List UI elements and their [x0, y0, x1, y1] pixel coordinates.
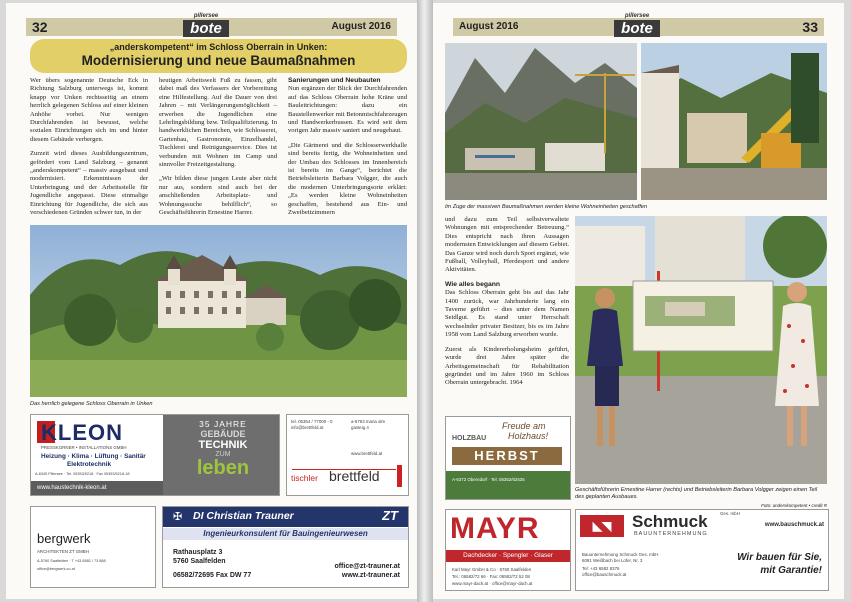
schmuck-web[interactable]: www.bauschmuck.at [764, 522, 824, 528]
ad-tischler-brettfeld[interactable]: tel. 05354 / 77000 - 0 info@brettfeld.at a-6763 maria alm gasteig 4 www.brettfeld.at tischler brettfeld [286, 414, 409, 496]
article-column-2 [159, 77, 277, 224]
paragraph: Zurzeit wird dieses Ausbildungszentrum, gefördert vom Land Salzburg – genannt „anderskompetent“ – massiv ausgebaut und modernisiert. Erkenntnissen der Unterbringung und der Arbeitsstelle für Jugendliche angepasst. Diese einmalige Einrichtung für Jugendliche, die sich aus verschiedenen Gründen schwer tun, in der [30, 150, 148, 217]
section-heading: Sanierungen und Neubauten [288, 77, 381, 84]
page-header-bar [453, 13, 824, 37]
paragraph: heutigen Arbeitswelt Fuß zu fassen, gibt dabei maß des Verfassers der Vorbereitung eine Hilfestellung. Auf die Dauer von drei Jahren – mit Verlängerungsmöglichkeit – erwerben die Jugendlichen eine Lehrlingsbildung bzw. Teilqualifizierung. In handwerklichen Bereichen, wie Schlosserei, Gartenbau, Gastronomie, Einzelhandel, Tischlerei und Reinigungsservice. Dies ist verbunden mit Wohnen im Camp und sinnvoller Freizeitgestaltung. [159, 77, 277, 169]
page-number: 32 [32, 19, 48, 35]
article-column-3 [288, 77, 407, 224]
ad-holzbau-herbst[interactable]: Freude am Holzhaus! HOLZBAU HERBST A-6372 Oberndorf · Tel. 05352/62535 [445, 416, 571, 500]
article-kicker: „anderskompetent“ im Schloss Oberrain in Unken: [109, 42, 328, 52]
photo-caption: Im Zuge der massiven Baumaßnahmen werden kleine Wohneinheiten geschaffen [445, 204, 648, 210]
kleon-name: KLEON [41, 420, 123, 445]
ad-mayr[interactable]: MAYR Dachdecker · Spengler · Glaser Karl Mayr GmbH & Co · 5760 Saalfelden Tel.: 06582/72 66 · Fax: 06582/72 52 08 www.mayr-dach.at · office@mayr-dach.at [445, 509, 571, 591]
ad-trauner[interactable]: DI Christian Trauner ZT ✠ Ingenieurkonsulent für Bauingenieurwesen Rathausplatz 3 5760 Saalfelden 06582/72695 Fax DW 77 office@zt-trauner.at www.zt-trauner.at [162, 506, 409, 588]
ad-kleon[interactable]: KLEON PRESSKORNER • INSTALLATIONS GMBH Heizung · Klima · Lüftung · Sanitär Elektrotechnik A-6345 Pillersee · Tel. 05353/5218 · Fax 05353/5218-18 www.haustechnik-kleon.at 35 JAHRE GEBÄUDE TECHNIK ZUM leben [30, 414, 280, 496]
schmuck-name: Schmuck [632, 512, 708, 531]
paragraph: und dazu zum Teil selbstverwaltete Wohnungen mit entsprechender Betreuung.“ Dies entspricht nach ihren Aussagen modernsten Entwicklungen auf diesem Gebiet. Das Ganze wird noch durch Sport ergänzt, wie Fußball, Volleyball, Pferdesport und andere Aktivitäten. [445, 216, 569, 274]
article-headline: Modernisierung und neue Baumaßnahmen [81, 53, 356, 68]
photo-caption: Geschäftsführerin Ernestine Harrer (rechts) und Betriebsleiterin Barbara Volgger zeigen einen Teil des geplanten Ausbaues. [575, 487, 818, 500]
paragraph: Zuerst als Kindererholungsheim geführt, wurde drei Jahre später die Arbeitsgemeinschaft für Rehabilitation gegründet und im Jahre 1960 im Schloss Oberrain untergebracht. 1964 [445, 345, 569, 387]
schmuck-logo-icon: ◣◥ [580, 515, 624, 537]
article-column-1 [30, 77, 148, 224]
ad-bergwerk[interactable]: bergwerk ARCHITEKTEN ZT GMBH A-5760 Saalfelden · T +43 6582 / 73 888 office@bergwerk.co.at [30, 506, 156, 588]
kleon-web-link[interactable]: www.haustechnik-kleon.at [31, 481, 163, 495]
magazine-logo: pillersee bote [176, 13, 236, 38]
photo-credit: Foto: anderskompetent • credit R [761, 503, 827, 508]
issue-date: August 2016 [331, 21, 391, 32]
paragraph: Wer übers sogenannte Deutsche Eck in Richtung Salzburg unterwegs ist, kommt knapp vor Unken rechtsseitig an einem herrlich gelegenen Schloss auf einer kleinen Anhöhe vorbei. Nur wenigen Durchfahrenden ist bewusst, welche sozialen Einrichtungen sich im und hinter diesem Gebäude verbergen. [30, 77, 148, 143]
eagle-icon: ✠ [173, 511, 183, 523]
article-title-box [30, 39, 407, 73]
people-with-plan-photo [575, 216, 827, 484]
right-page [433, 3, 844, 599]
mayr-name: MAYR [450, 512, 540, 545]
ad-schmuck[interactable]: ◣◥ Schmuck Ges. mbH BAUUNTERNEHMUNG www.bauschmuck.at Bauunternehmung Schmuck Ges. mbH 6091 Weißbach bei Lofer, Nr. 3 Tel: +43 6582 8376 office@bauschmuck.at Wir bauen für Sie, mit Garantie! [575, 509, 829, 591]
issue-date: August 2016 [459, 21, 519, 32]
left-page [6, 3, 417, 599]
photo-caption: Das herrlich gelegene Schloss Oberrain in Unken [30, 401, 153, 407]
page-header-bar [26, 13, 397, 37]
article-column-right-1 [445, 216, 569, 394]
trauner-web[interactable]: www.zt-trauner.at [341, 572, 400, 579]
magazine-logo: pillersee bote [607, 13, 667, 38]
castle-photo [30, 225, 407, 397]
paragraph: Nun ergänzen der Blick der Durchfahrenden auf das Schloss Oberrain hohe Kräne und Bauleitrichtungen: dazu ein Baustellenwerker mit Betonmischfahrzeugen und Handwerkerbussen. Es wird seit dem vorigen Jahr massiv saniert und neugebaut. [288, 85, 408, 135]
bergwerk-name: bergwerk [37, 531, 91, 546]
paragraph: Das Schloss Oberrain geht bis auf das Jahr 1400 zurück, war Jahrhunderte lang ein Taverne geführt – dies unter dem Namen Seidlgut. Es stand unter Herrschaft wechselnder privater Besitzer, bis es im Jahre 1958 vom Land Salzburg erworben wurde. [445, 289, 569, 339]
paragraph: „Wir bilden diese jungen Leute aber nicht nur aus, sondern sind auch bei der anschließenden Arbeitsplatz- und Wohnungssuche behilflich“, so Geschäftsführerin Ernestine Harrer. [159, 175, 277, 217]
herbst-name: HERBST [452, 447, 562, 465]
construction-photo-left [445, 43, 637, 200]
construction-photo-right [641, 43, 827, 200]
paragraph: „Die Gärtnerei und die Schlosserwerkhalle sind bereits fertig, die Wohneinheiten und der Umbau des Schlosses im Innenbereich ist bereits im Gange“, berichtet die Betriebsleiterin Barbara Volgger, die auch die modernen Unterbringungsorte erklärt: „Es werden kleine Wohneinheiten geschaffen, bestehend aus Ein- und Zweibettzimmern [288, 141, 407, 217]
section-heading: Wie alles begann [445, 280, 501, 288]
trauner-phone: 06582/72695 Fax DW 77 [173, 572, 252, 579]
page-number: 33 [802, 19, 818, 35]
trauner-email[interactable]: office@zt-trauner.at [334, 563, 400, 570]
magazine-gutter [417, 0, 433, 602]
